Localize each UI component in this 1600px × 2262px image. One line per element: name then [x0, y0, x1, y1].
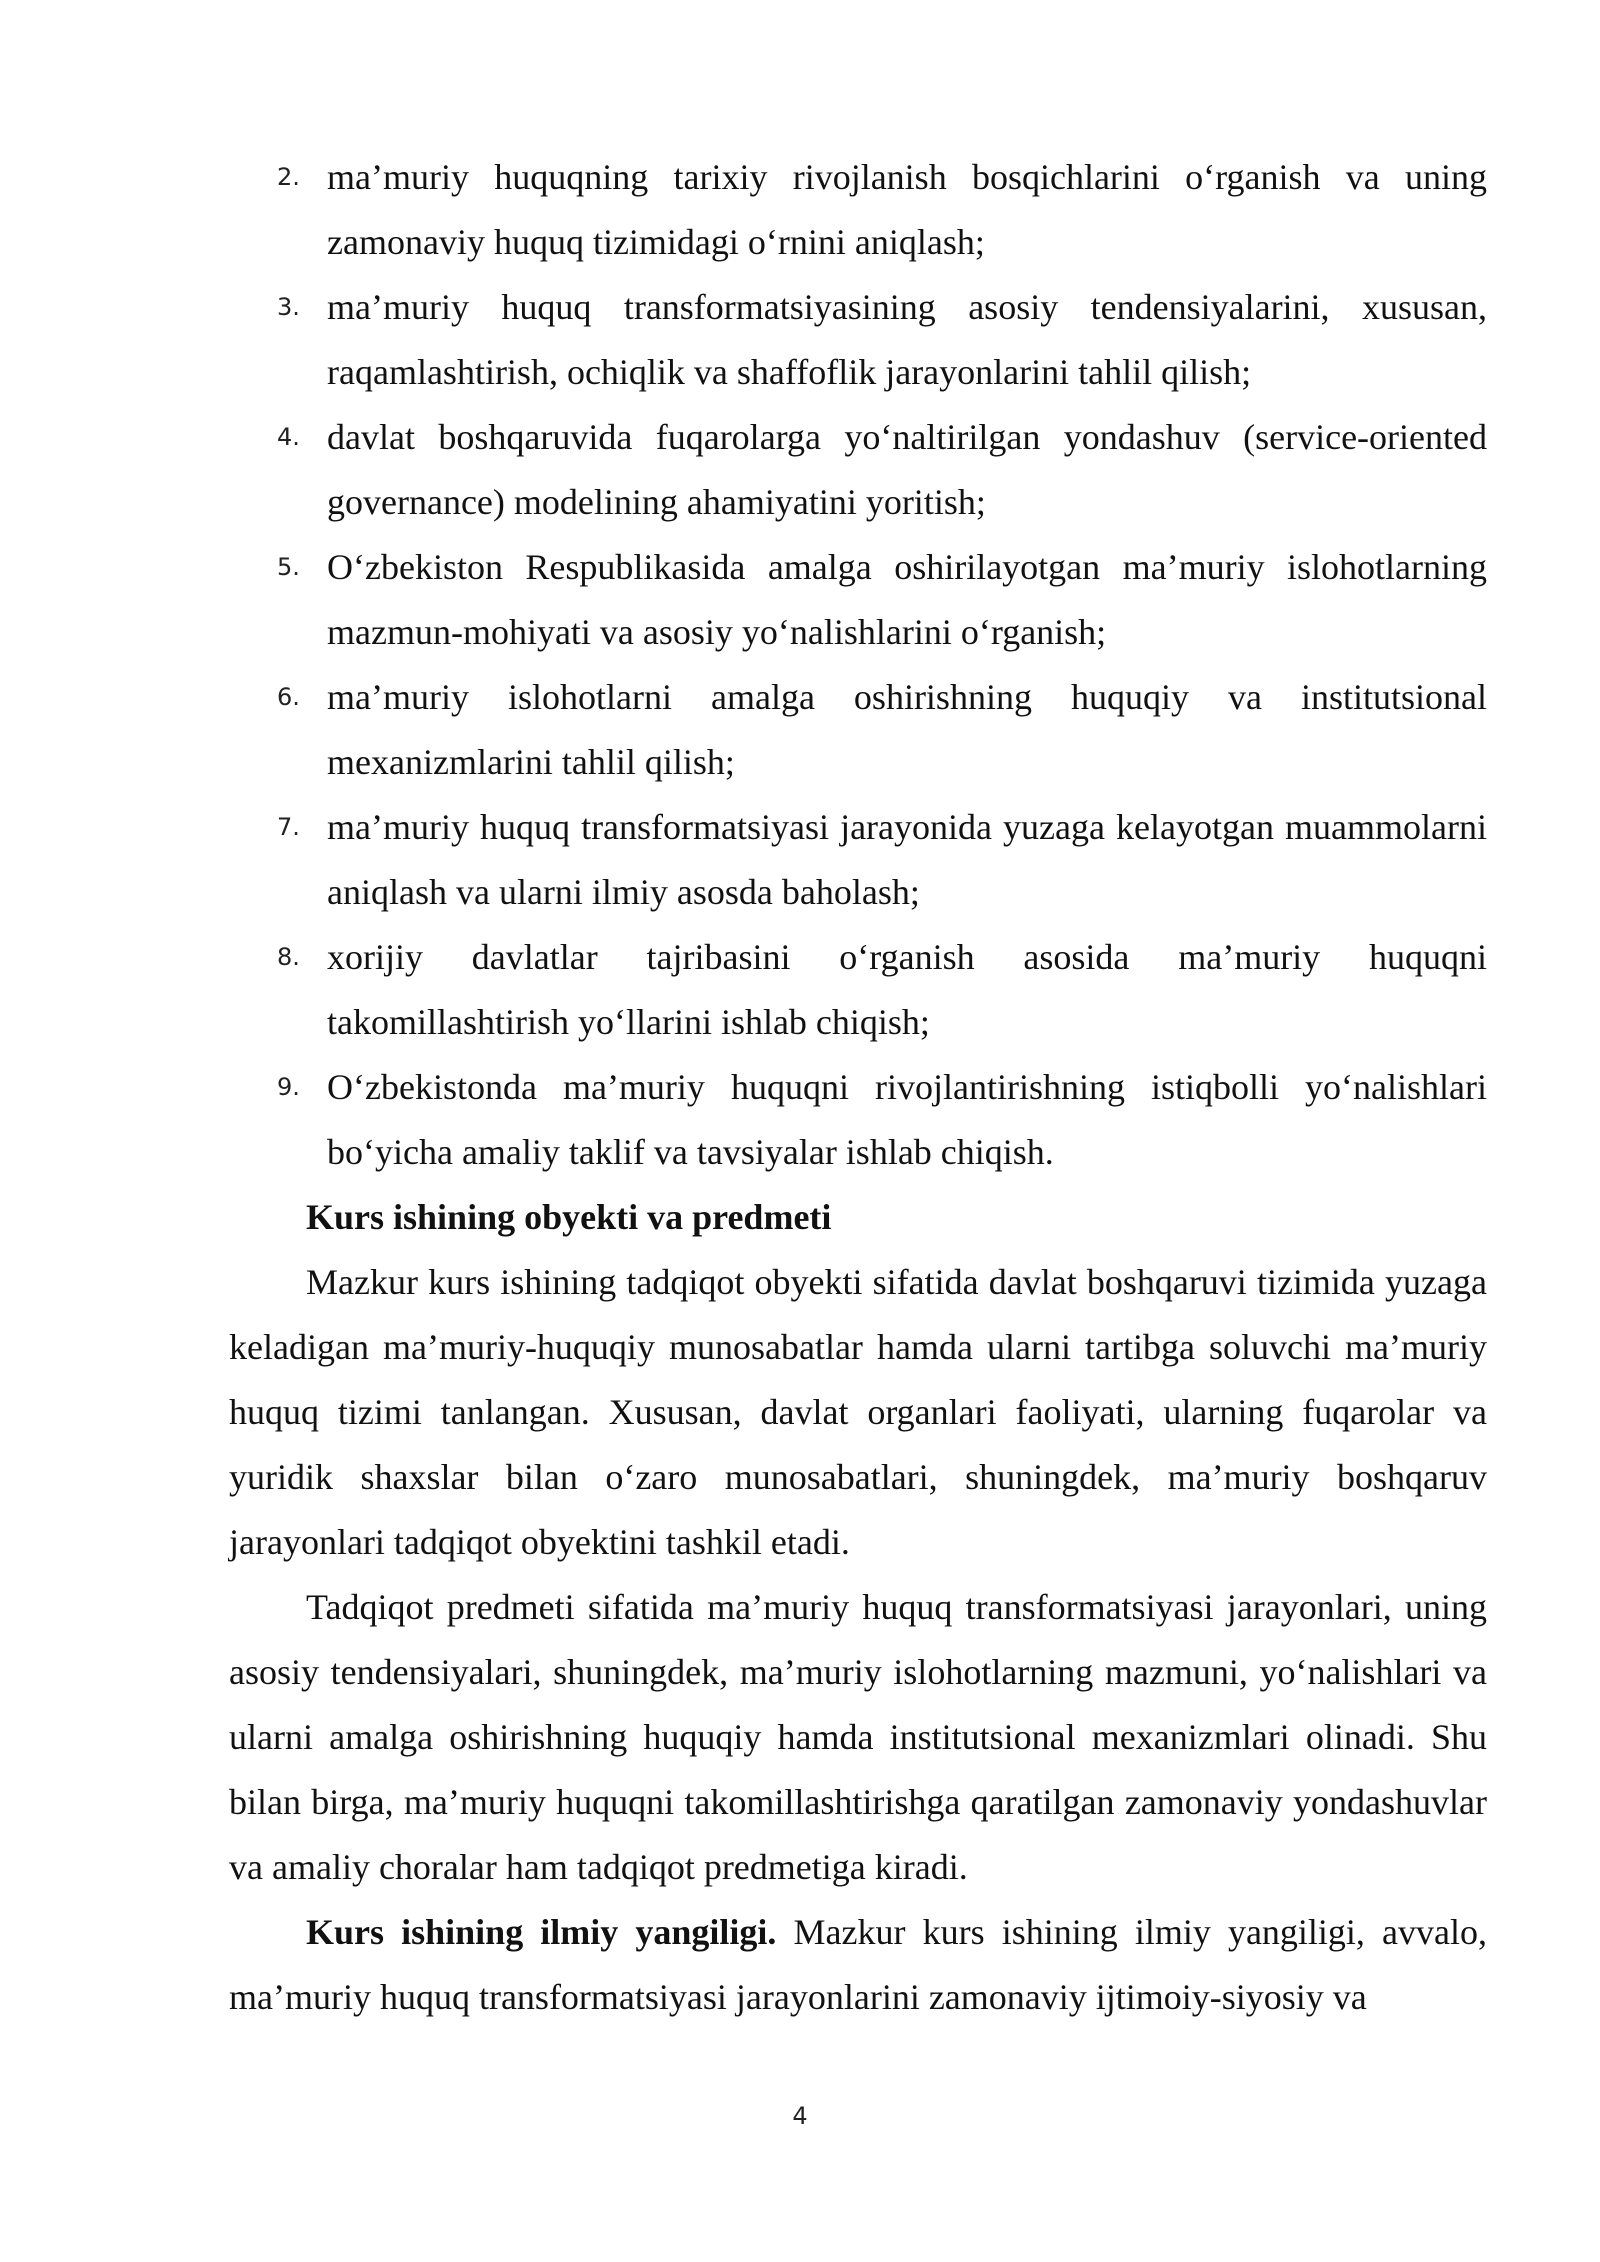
page-number: 4 — [792, 2102, 808, 2130]
list-item-number: 8. — [277, 943, 300, 971]
list-item-number: 4. — [277, 423, 300, 451]
list-item-text: O‘zbekiston Respublikasida amalga oshirilayotgan ma’muriy islohotlarning mazmun-mohiyati va asosiy yo‘nalishlarini o‘rganish; — [327, 547, 1487, 652]
list-item-number: 6. — [277, 683, 300, 711]
list-item-text: davlat boshqaruvida fuqarolarga yo‘naltirilgan yondashuv (service-oriented governance) modelining ahamiyatini yoritish; — [327, 417, 1487, 522]
list-item-number: 5. — [277, 553, 300, 581]
page-body — [229, 145, 1487, 2030]
list-item-text: ma’muriy huquq transformatsiyasi jarayonida yuzaga kelayotgan muammolarni aniqlash va ularni ilmiy asosda baholash; — [327, 807, 1487, 912]
list-item-number: 2. — [277, 163, 300, 191]
list-item-number: 3. — [277, 293, 300, 321]
list-item-text: ma’muriy islohotlarni amalga oshirishning huquqiy va institutsional mexanizmlarini tahlil qilish; — [327, 677, 1487, 782]
list-item — [229, 275, 1487, 405]
list-item — [229, 145, 1487, 275]
paragraph-scientific-novelty — [229, 1900, 1487, 2030]
novelty-heading: Kurs ishining ilmiy yangiligi. — [306, 1912, 777, 1952]
list-item-text: O‘zbekistonda ma’muriy huquqni rivojlantirishning istiqbolli yo‘nalishlari bo‘yicha amaliy taklif va tavsiyalar ishlab chiqish. — [327, 1067, 1487, 1172]
novelty-text: Mazkur kurs ishining ilmiy yangiligi, avvalo, ma’muriy huquq transformatsiyasi jarayonlarini zamonaviy ijtimoiy-siyosiy va — [229, 1912, 1487, 2017]
list-item-number: 7. — [277, 813, 300, 841]
list-item-text: xorijiy davlatlar tajribasini o‘rganish asosida ma’muriy huquqni takomillashtirish yo‘llarini ishlab chiqish; — [327, 937, 1487, 1042]
list-item — [229, 405, 1487, 535]
list-item — [229, 665, 1487, 795]
list-item — [229, 795, 1487, 925]
section-heading: Kurs ishining obyekti va predmeti — [306, 1197, 832, 1237]
list-item-text: ma’muriy huquq transformatsiyasining asosiy tendensiyalarini, xususan, raqamlashtirish, ochiqlik va shaffoflik jarayonlarini tahlil qilish; — [327, 287, 1487, 392]
list-item — [229, 925, 1487, 1055]
list-item-text: ma’muriy huquqning tarixiy rivojlanish bosqichlarini o‘rganish va uning zamonaviy huquq tizimidagi o‘rnini aniqlash; — [327, 157, 1487, 262]
list-item — [229, 535, 1487, 665]
list-item — [229, 1055, 1487, 1185]
paragraph-research-subject: Tadqiqot predmeti sifatida ma’muriy huquq transformatsiyasi jarayonlari, uning asosiy tendensiyalari, shuningdek, ma’muriy islohotlarning mazmuni, yo‘nalishlari va ularni amalga oshirishning huquqiy hamda institutsional mexanizmlari olinadi. Shu bilan birga, ma’muriy huquqni takomillashtirishga qaratilgan zamonaviy yondashuvlar va amaliy choralar ham tadqiqot predmetiga kiradi. — [229, 1587, 1487, 1887]
paragraph-research-object: Mazkur kurs ishining tadqiqot obyekti sifatida davlat boshqaruvi tizimida yuzaga keladigan ma’muriy-huquqiy munosabatlar hamda ularni tartibga soluvchi ma’muriy huquq tizimi tanlangan. Xususan, davlat organlari faoliyati, ularning fuqarolar va yuridik shaxslar bilan o‘zaro munosabatlari, shuningdek, ma’muriy boshqaruv jarayonlari tadqiqot obyektini tashkil etadi. — [229, 1262, 1487, 1562]
list-item-number: 9. — [277, 1073, 300, 1101]
